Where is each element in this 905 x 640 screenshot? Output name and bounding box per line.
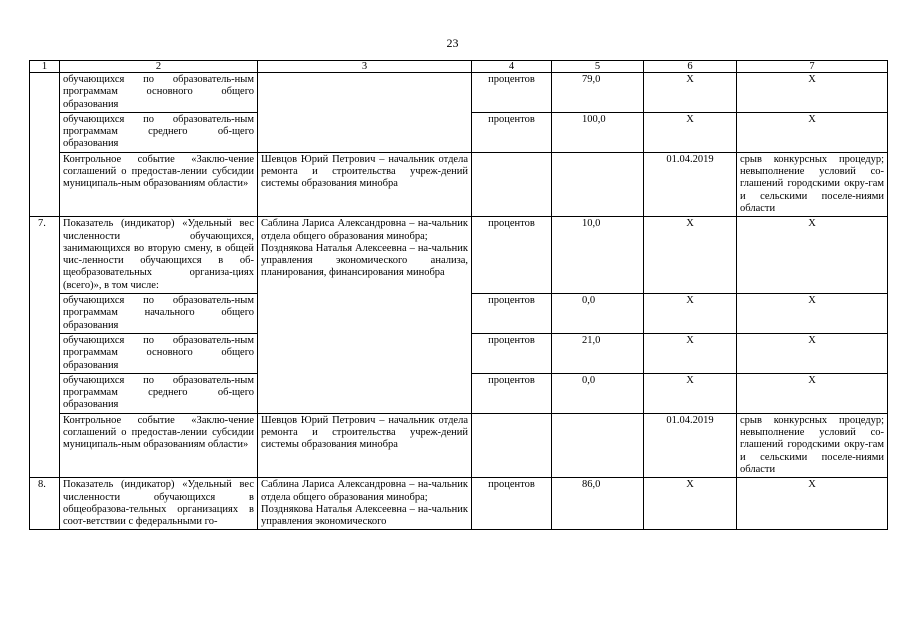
risk: Х <box>737 333 888 373</box>
indicator-name: Контрольное событие «Заклю-чение соглашений о предостав-лении субсидии муниципаль-ным образованиям области» <box>60 152 258 216</box>
table-row <box>30 73 888 113</box>
indicator-name: обучающихся по образователь-ным программам среднего об-щего образования <box>60 112 258 152</box>
column-header: 6 <box>644 61 737 73</box>
responsible-line: Саблина Лариса Александровна – на-чальник отдела общего образования минобра; <box>261 479 468 503</box>
row-number: 7. <box>30 217 60 478</box>
row-number <box>30 73 60 217</box>
responsible-line: Саблина Лариса Александровна – на-чальник отдела общего образования минобра; <box>261 218 468 242</box>
deadline: Х <box>644 73 737 113</box>
risk: Х <box>737 478 888 530</box>
responsible-person <box>258 217 472 413</box>
column-header: 3 <box>258 61 472 73</box>
table-row <box>30 413 888 477</box>
row-number: 8. <box>30 478 60 530</box>
value: 79,0 <box>552 73 644 113</box>
indicator-name: обучающихся по образователь-ным программам основного общего образования <box>60 73 258 113</box>
responsible-person <box>258 73 472 153</box>
unit: процентов <box>472 112 552 152</box>
indicator-name: Контрольное событие «Заклю-чение соглашений о предостав-лении субсидии муниципаль-ным образованиям области» <box>60 413 258 477</box>
indicator-name: Показатель (индикатор) «Удельный вес численности обучающихся в общеобразова-тельных организациях в соот-ветствии с федеральными го- <box>60 478 258 530</box>
unit: процентов <box>472 294 552 334</box>
column-header: 1 <box>30 61 60 73</box>
page-number: 23 <box>446 36 459 50</box>
indicators-table <box>29 60 888 530</box>
value: 86,0 <box>552 478 644 530</box>
responsible-person: Шевцов Юрий Петрович – начальник отдела ремонта и строительства учреж-дений системы образования минобра <box>258 413 472 477</box>
indicator-name: обучающихся по образователь-ным программам начального общего образования <box>60 294 258 334</box>
risk: Х <box>737 73 888 113</box>
table-row <box>30 152 888 216</box>
risk: срыв конкурсных процедур; невыполнение условий со-глашений городскими окру-гам и сельскими поселе-ниями области <box>737 152 888 216</box>
unit <box>472 413 552 477</box>
unit: процентов <box>472 333 552 373</box>
responsible-person <box>258 478 472 530</box>
table-row <box>30 217 888 294</box>
indicator-name: обучающихся по образователь-ным программам среднего об-щего образования <box>60 373 258 413</box>
deadline: Х <box>644 217 737 294</box>
deadline: 01.04.2019 <box>644 413 737 477</box>
unit: процентов <box>472 73 552 113</box>
column-header: 4 <box>472 61 552 73</box>
responsible-line: Позднякова Наталья Алексеевна – на-чальник управления экономического <box>261 503 468 528</box>
risk: Х <box>737 217 888 294</box>
deadline: Х <box>644 333 737 373</box>
value <box>552 152 644 216</box>
risk: Х <box>737 112 888 152</box>
value: 100,0 <box>552 112 644 152</box>
risk: срыв конкурсных процедур; невыполнение условий со-глашений городскими окру-гам и сельскими поселе-ниями области <box>737 413 888 477</box>
deadline: Х <box>644 373 737 413</box>
value: 10,0 <box>552 217 644 294</box>
value: 0,0 <box>552 294 644 334</box>
indicator-name: Показатель (индикатор) «Удельный вес численности обучающихся, занимающихся во вторую смену, в общей чис-ленности обучающихся в об-щеобразовательных организа-циях (всего)», в том числе: <box>60 217 258 294</box>
value: 0,0 <box>552 373 644 413</box>
value <box>552 413 644 477</box>
deadline: Х <box>644 478 737 530</box>
value: 21,0 <box>552 333 644 373</box>
column-header: 5 <box>552 61 644 73</box>
responsible-person: Шевцов Юрий Петрович – начальник отдела ремонта и строительства учреж-дений системы образования минобра <box>258 152 472 216</box>
table-row <box>30 478 888 530</box>
deadline: Х <box>644 294 737 334</box>
column-header: 7 <box>737 61 888 73</box>
column-header: 2 <box>60 61 258 73</box>
indicator-name: обучающихся по образователь-ным программам основного общего образования <box>60 333 258 373</box>
deadline: 01.04.2019 <box>644 152 737 216</box>
unit: процентов <box>472 217 552 294</box>
unit <box>472 152 552 216</box>
responsible-line: Позднякова Наталья Алексеевна – на-чальник управления экономического анализа, планирования, финансирования минобра <box>261 242 468 279</box>
unit: процентов <box>472 373 552 413</box>
unit: процентов <box>472 478 552 530</box>
risk: Х <box>737 294 888 334</box>
table-header-row <box>30 61 888 73</box>
deadline: Х <box>644 112 737 152</box>
risk: Х <box>737 373 888 413</box>
